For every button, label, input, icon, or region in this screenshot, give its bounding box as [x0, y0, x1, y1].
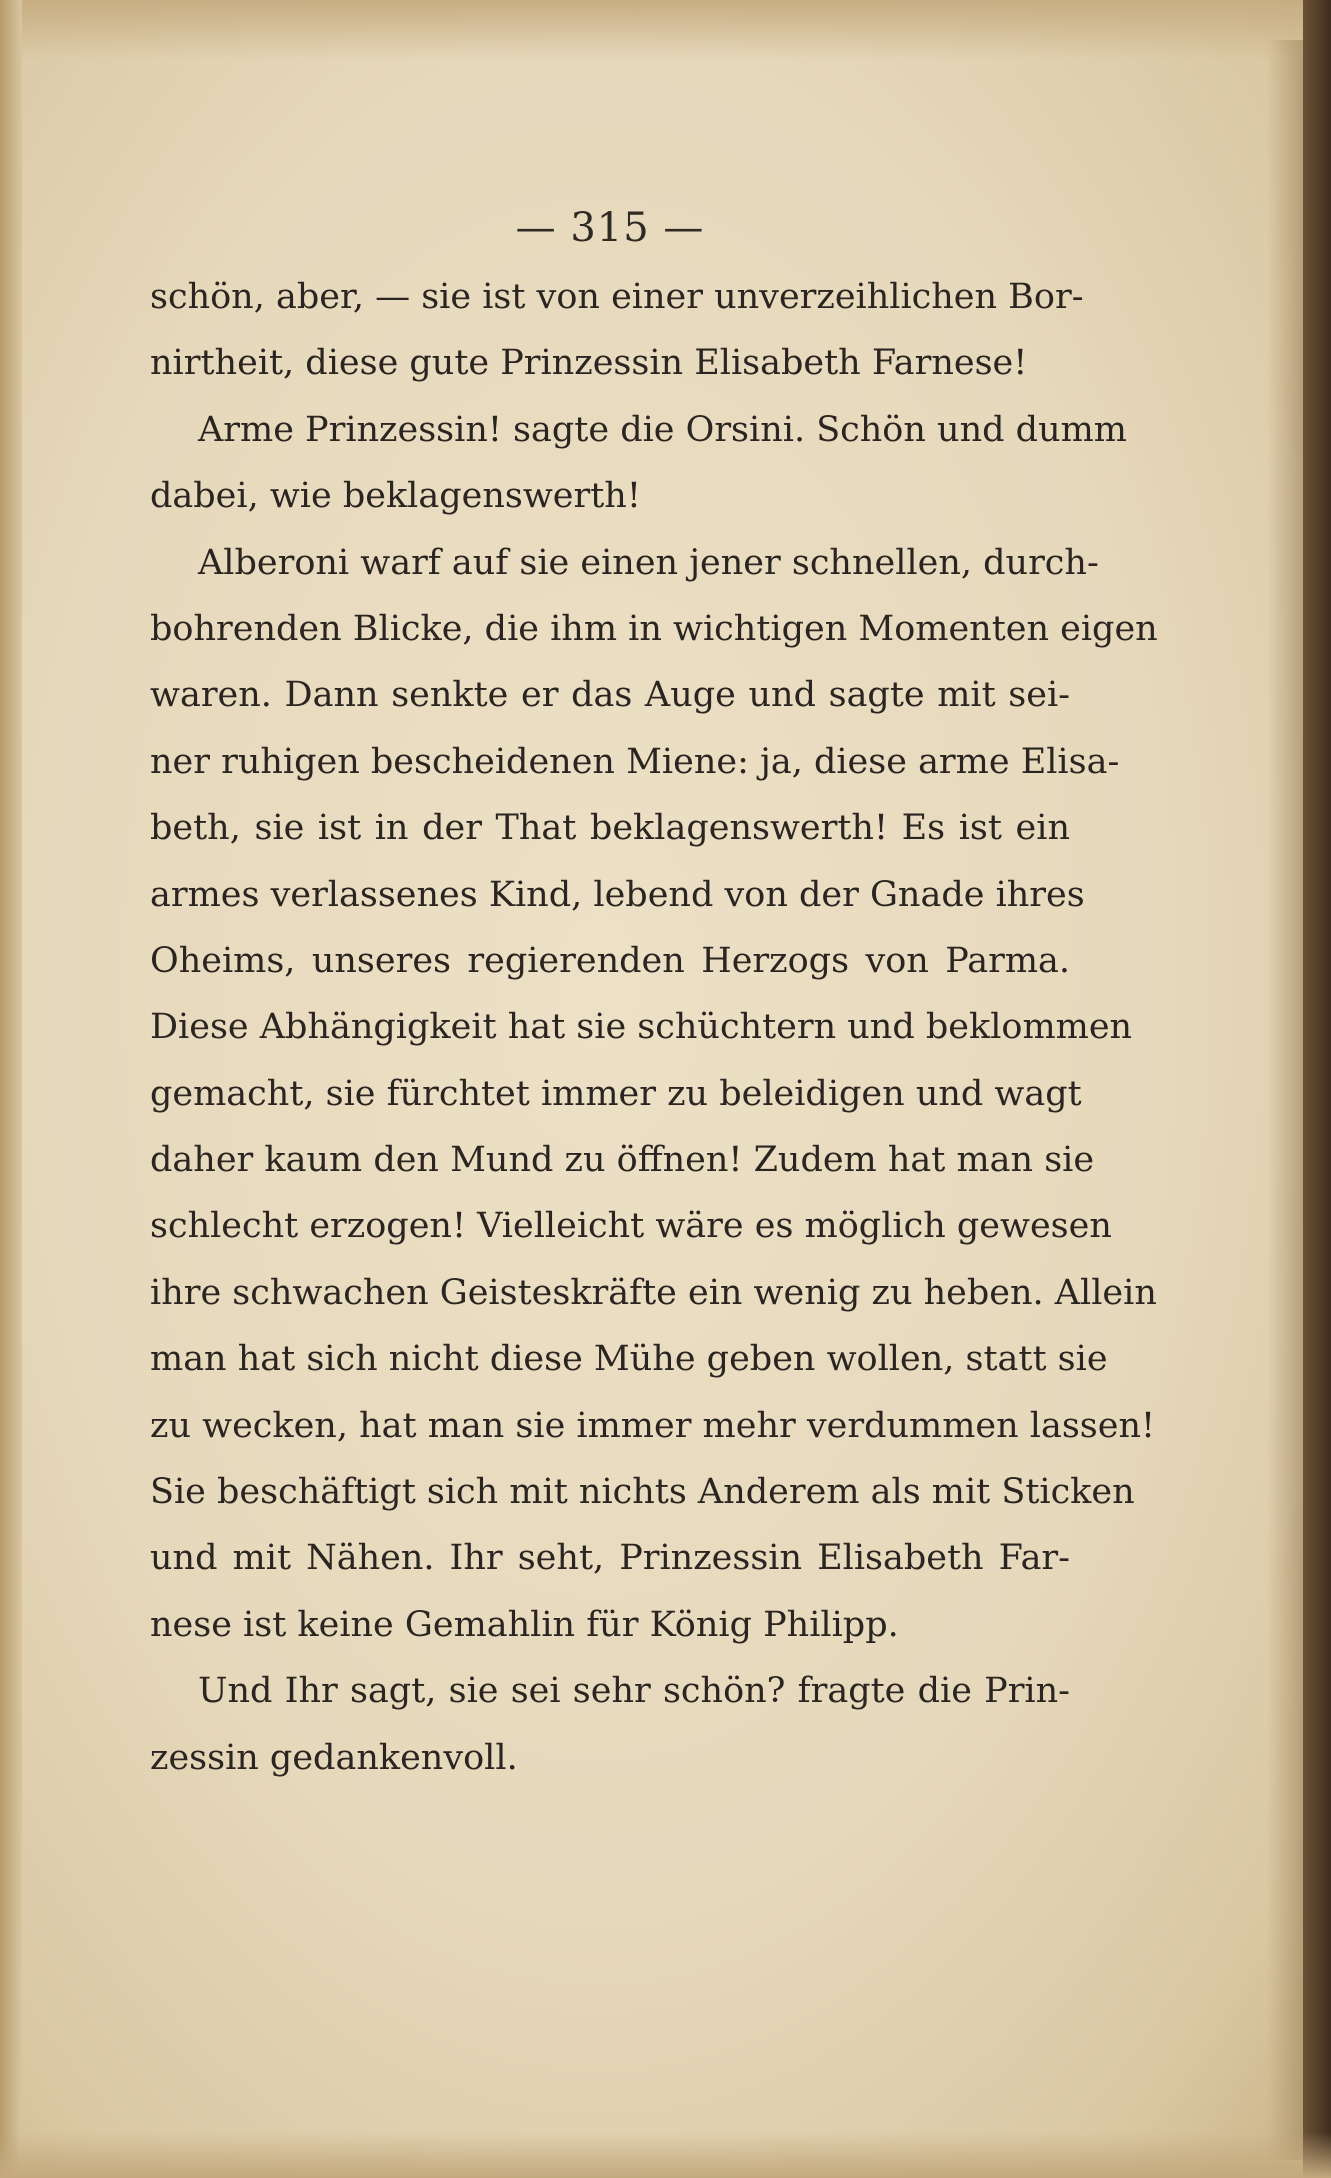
text-line: armes verlassenes Kind, lebend von der Gnade ihres	[150, 874, 1085, 915]
text-line: Oheims, unseres regierenden Herzogs von Parma.	[150, 940, 1070, 981]
text-line: man hat sich nicht diese Mühe geben wollen, statt sie	[150, 1339, 1108, 1380]
text-line: Diese Abhängigkeit hat sie schüchtern und beklommen	[150, 1007, 1133, 1048]
text-line: nirtheit, diese gute Prinzessin Elisabeth Farnese!	[150, 343, 1028, 384]
page-gutter-shadow	[1267, 40, 1303, 2160]
text-line: waren. Dann senkte er das Auge und sagte mit sei-	[150, 675, 1070, 716]
text-line: daher kaum den Mund zu öffnen! Zudem hat man sie	[150, 1140, 1095, 1181]
page-text	[150, 198, 1158, 1791]
text-line: ihre schwachen Geisteskräfte ein wenig zu heben. Allein	[150, 1272, 1157, 1313]
text-line: dabei, wie beklagenswerth!	[150, 476, 641, 517]
text-line: gemacht, sie fürchtet immer zu beleidigen und wagt	[150, 1073, 1082, 1114]
page-top-edge	[0, 0, 1331, 60]
text-line: schön, aber, — sie ist von einer unverzeihlichen Bor-	[150, 277, 1084, 317]
text-line: Sie beschäftigt sich mit nichts Anderem als mit Sticken	[150, 1472, 1135, 1513]
text-line: Arme Prinzessin! sagte die Orsini. Schön und dumm	[198, 409, 1127, 450]
text-line: Und Ihr sagt, sie sei sehr schön? fragte die Prin-	[198, 1671, 1070, 1712]
text-line: ner ruhigen bescheidenen Miene: ja, diese arme Elisa-	[150, 741, 1120, 782]
text-line: Alberoni warf auf sie einen jener schnellen, durch-	[198, 542, 1099, 583]
page-number: — 315 —	[515, 205, 705, 251]
text-line: bohrenden Blicke, die ihm in wichtigen Momenten eigen	[150, 608, 1158, 649]
page-bottom-edge	[0, 2132, 1331, 2178]
page-left-edge	[0, 0, 22, 2178]
text-line: nese ist keine Gemahlin für König Philipp.	[150, 1604, 899, 1645]
book-spine-edge	[1303, 0, 1331, 2178]
text-line: zessin gedankenvoll.	[150, 1737, 518, 1778]
text-line: zu wecken, hat man sie immer mehr verdummen lassen!	[150, 1405, 1156, 1446]
text-line: und mit Nähen. Ihr seht, Prinzessin Elisabeth Far-	[150, 1538, 1070, 1579]
text-line: beth, sie ist in der That beklagenswerth! Es ist ein	[150, 808, 1070, 849]
text-line: schlecht erzogen! Vielleicht wäre es möglich gewesen	[150, 1206, 1112, 1247]
